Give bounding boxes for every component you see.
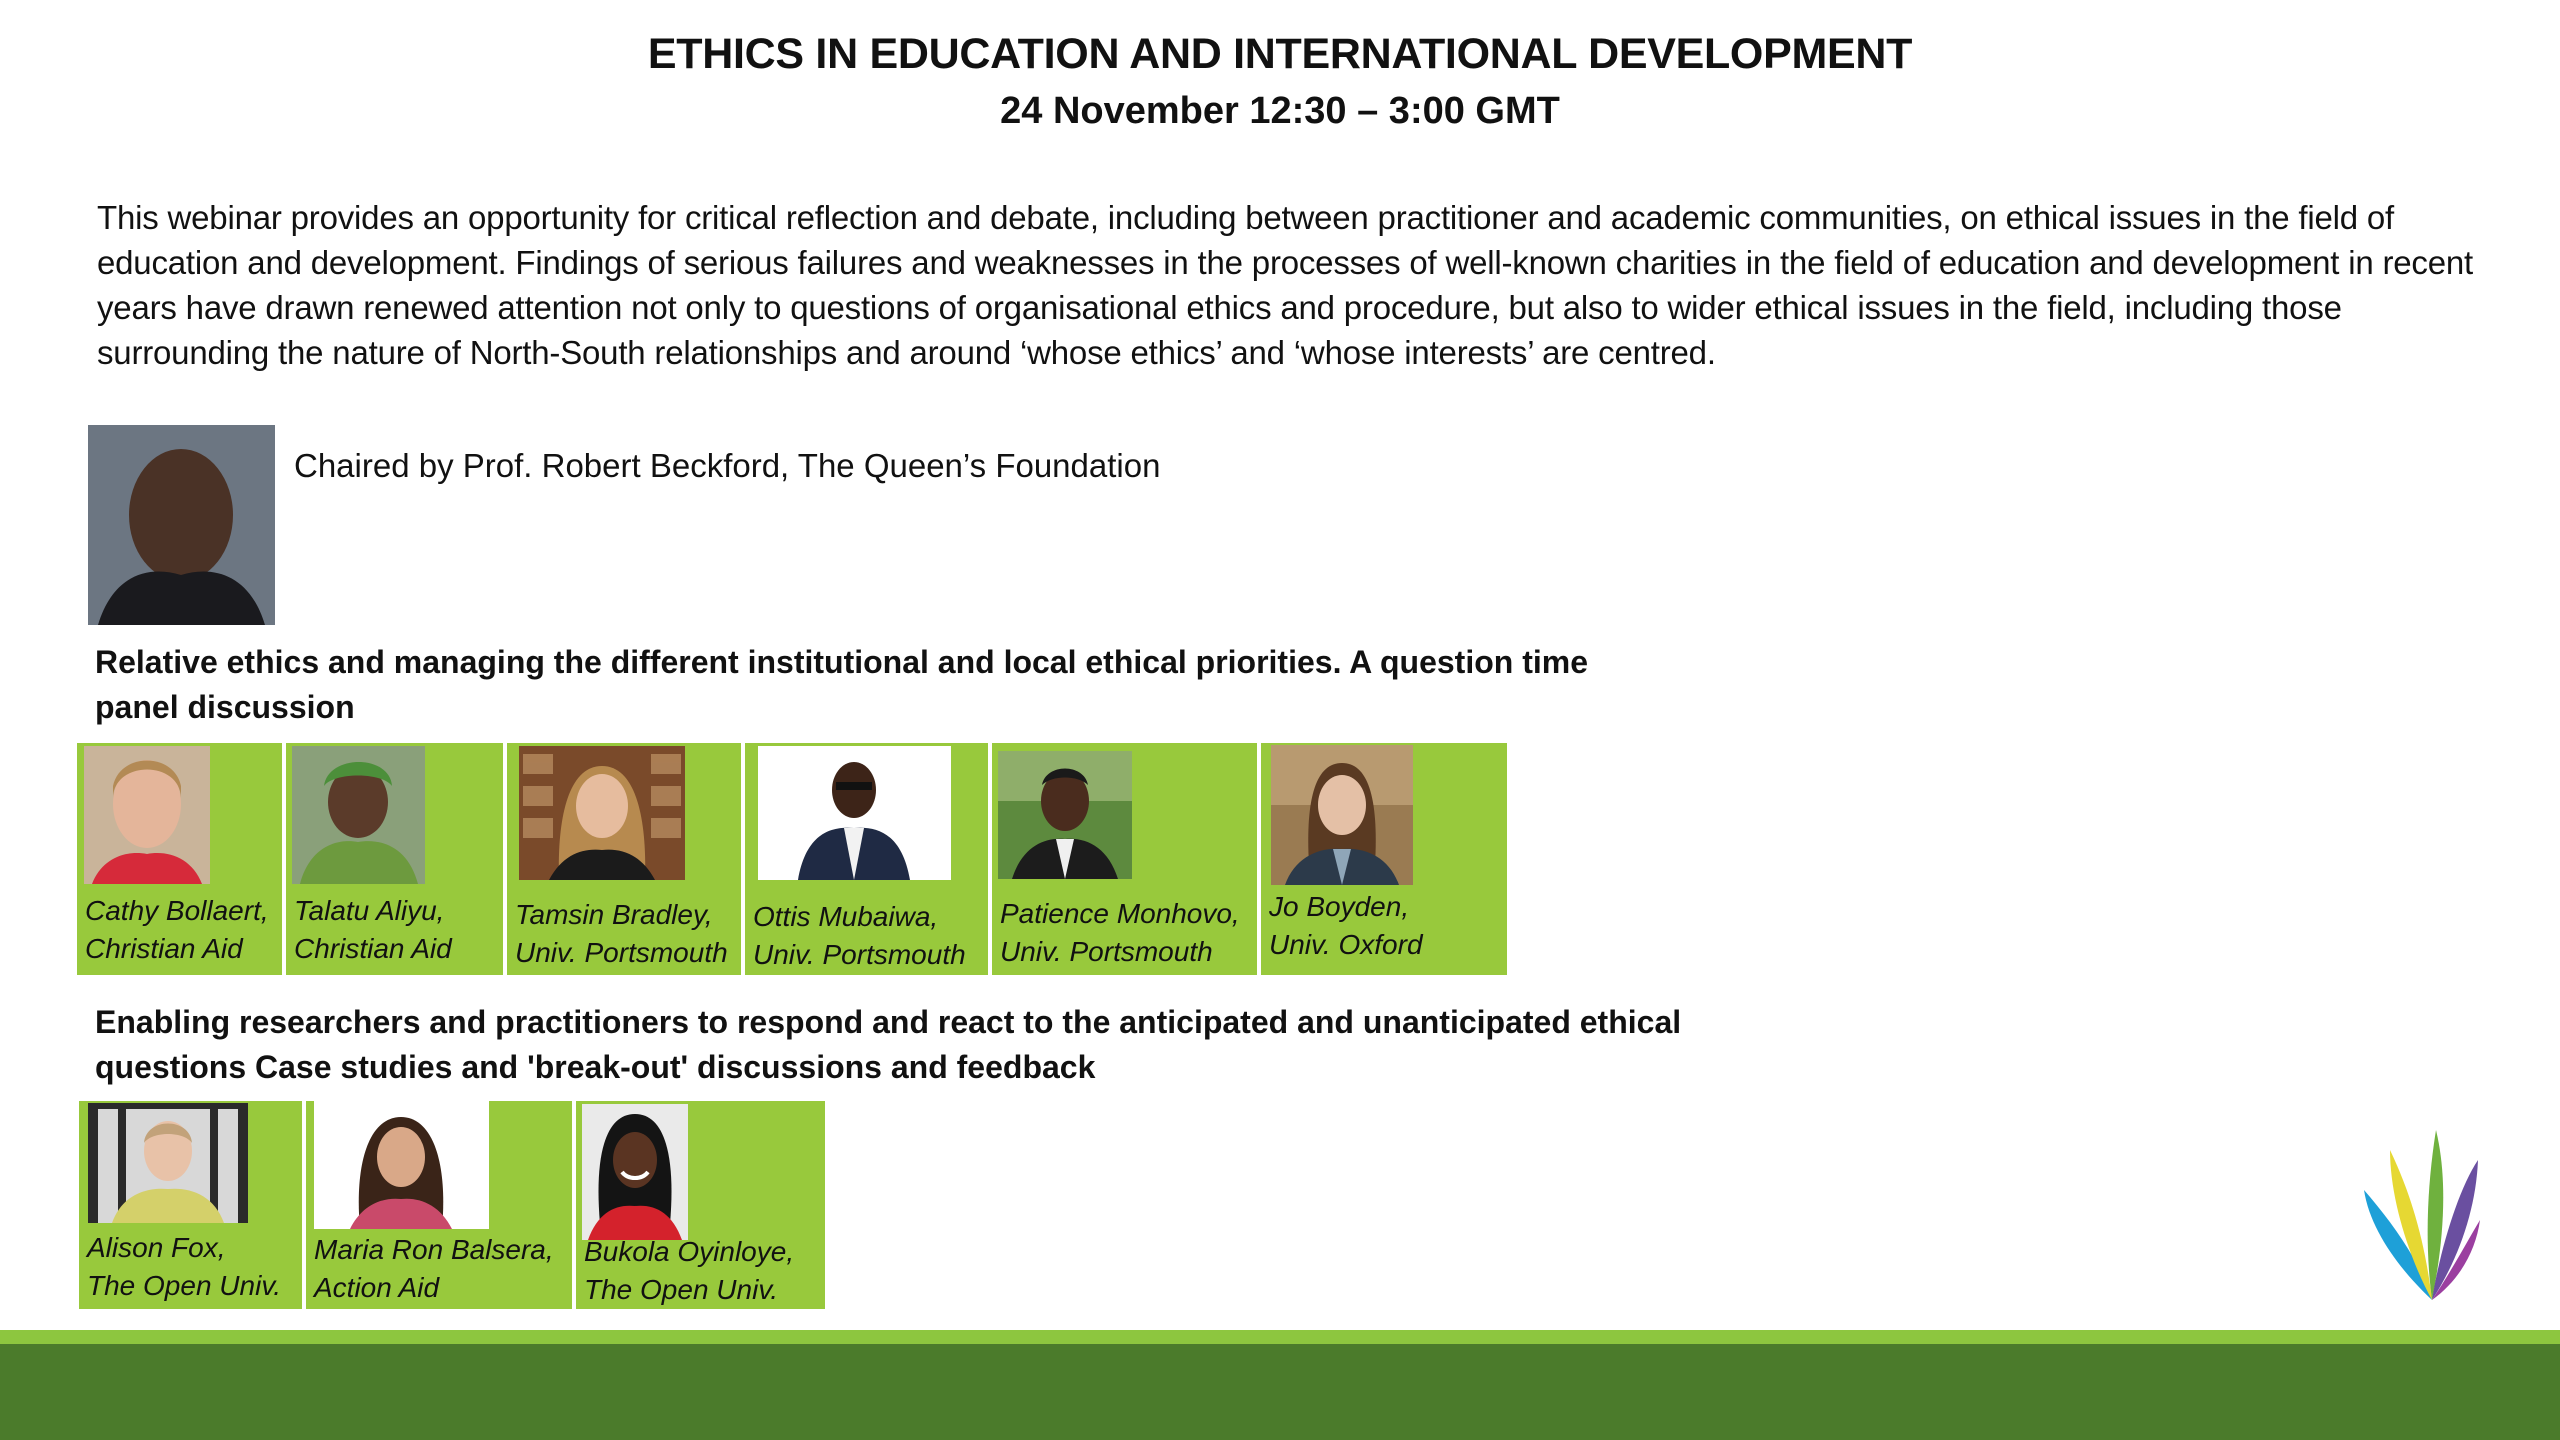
speaker-photo (292, 746, 425, 884)
speaker-organisation: Univ. Portsmouth (515, 937, 728, 968)
speaker-card (286, 743, 507, 975)
speaker-card (1261, 743, 1507, 975)
speaker-photo (1271, 745, 1413, 885)
event-description: This webinar provides an opportunity for critical reflection and debate, including between practitioner and academic communities, on ethical issues in the field of education and development. Findings of serious failures and weaknesses in the processes of well-known charities in the field of education and development in recent years have drawn renewed attention not only to questions of organisational ethics and procedure, but also to wider ethical issues in the field, including those surrounding the nature of North-South relationships and around ‘whose ethics’ and ‘whose interests’ are centred. (97, 199, 2473, 371)
chair-label: Chaired by Prof. Robert Beckford, The Queen’s Foundation (294, 447, 1161, 484)
speaker-photo (519, 746, 685, 880)
speaker-caption (85, 892, 269, 968)
speaker-caption (1000, 895, 1240, 971)
speaker-organisation: Univ. Portsmouth (1000, 936, 1213, 967)
speaker-photo (88, 1103, 248, 1223)
speaker-name: Cathy Bollaert, (85, 895, 269, 926)
footer-light-band (0, 1330, 2560, 1344)
speaker-organisation: Univ. Portsmouth (753, 939, 966, 970)
speaker-caption (1269, 888, 1423, 964)
speaker-card (77, 743, 286, 975)
speaker-card (992, 743, 1261, 975)
footer-dark-band (0, 1344, 2560, 1440)
speaker-name: Tamsin Bradley, (515, 899, 713, 930)
speaker-caption (314, 1231, 554, 1307)
speaker-photo (758, 746, 951, 880)
speaker-photo (314, 1101, 489, 1229)
session1-heading: Relative ethics and managing the different institutional and local ethical priorities. A question time panel discussion (95, 644, 1588, 725)
speaker-organisation: Univ. Oxford (1269, 929, 1423, 960)
session2-speaker-panel (79, 1101, 825, 1309)
speaker-photo (582, 1104, 688, 1240)
speaker-photo (84, 746, 210, 884)
speaker-name: Alison Fox, (87, 1232, 226, 1263)
speaker-name: Maria Ron Balsera, (314, 1234, 554, 1265)
speaker-card (306, 1101, 576, 1309)
speaker-caption (753, 898, 966, 974)
page-title: ETHICS IN EDUCATION AND INTERNATIONAL DEVELOPMENT (647, 30, 1913, 78)
speaker-organisation: The Open Univ. (584, 1274, 779, 1305)
speaker-name: Bukola Oyinloye, (584, 1236, 795, 1267)
event-date-time: 24 November 12:30 – 3:00 GMT (1000, 90, 1560, 132)
speaker-caption (294, 892, 452, 968)
speaker-caption (515, 896, 728, 972)
session1-speaker-panel (77, 743, 1507, 975)
chair-portrait-photo (88, 425, 275, 625)
speaker-organisation: Christian Aid (85, 933, 243, 964)
speaker-card (79, 1101, 306, 1309)
speaker-organisation: Christian Aid (294, 933, 452, 964)
speaker-name: Patience Monhovo, (1000, 898, 1240, 929)
speaker-organisation: Action Aid (314, 1272, 440, 1303)
speaker-organisation: The Open Univ. (87, 1270, 282, 1301)
speaker-photo (998, 751, 1132, 879)
session2-heading: Enabling researchers and practitioners to respond and react to the anticipated and unanticipated ethical questions Case studies and 'break-out' discussions and feedback (95, 1004, 1682, 1085)
speaker-caption (87, 1229, 281, 1305)
leaf-logo-icon (2360, 1120, 2480, 1305)
speaker-card (745, 743, 992, 975)
speaker-card (576, 1101, 825, 1309)
speaker-name: Jo Boyden, (1269, 891, 1410, 922)
speaker-card (507, 743, 745, 975)
speaker-caption (584, 1233, 794, 1309)
speaker-name: Talatu Aliyu, (294, 895, 445, 926)
speaker-name: Ottis Mubaiwa, (753, 901, 939, 932)
